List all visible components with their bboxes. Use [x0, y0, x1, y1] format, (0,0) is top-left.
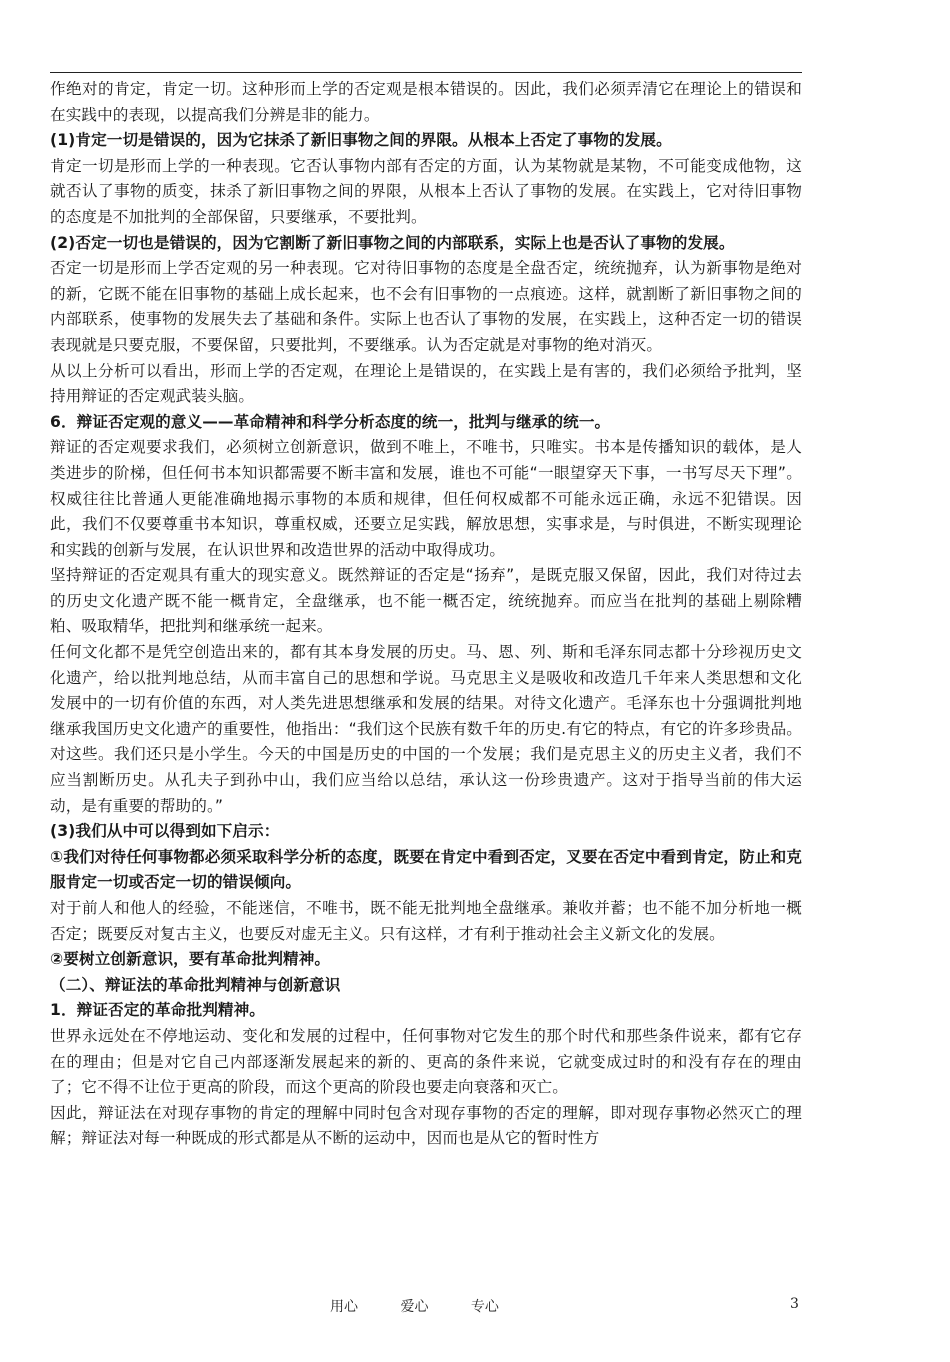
footer-motto-word: 爱心 [400, 1299, 429, 1315]
section-heading: (1)肯定一切是错误的，因为它抹杀了新旧事物之间的界限。从根本上否定了事物的发展。 [50, 131, 672, 150]
section-heading: ①我们对待任何事物都必须采取科学分析的态度，既要在肯定中看到否定，叉要在否定中看到肯定，防止和克服肯定一切或否定一切的错误倾向。 [50, 847, 802, 892]
paragraph: 世界永远处在不停地运动、变化和发展的过程中，任何事物对它发生的那个时代和那些条件说来，都有它存在的理由；但是对它自己内部逐渐发展起来的新的、更高的条件来说，它就变成过时的和没有存在的理由了；它不得不让位于更高的阶段，而这个更高的阶段也要走向衰落和灭亡。 [50, 1026, 802, 1097]
paragraph: 任何文化都不是凭空创造出来的，都有其本身发展的历史。马、恩、列、斯和毛泽东同志都十分珍视历史文化遗产，给以批判地总结，从而丰富自己的思想和学说。马克思主义是吸收和改造几千年来人类思想和文化发展中的一切有价值的东西，对人类先进思想继承和发展的结果。对待文化遗产。毛泽东也十分强调批判地继承我国历史文化遗产的重要性，他指出：“我们这个民族有数千年的历史.有它的特点，有它的许多珍贵品。对这些。我们还只是小学生。今天的中国是历史的中国的一个发展；我们是克思主义的历史主义者，我们不应当割断历史。从孔夫子到孙中山，我们应当给以总结，承认这一份珍贵遗产。这对于指导当前的伟大运动，是有重要的帮助的。” [50, 643, 802, 815]
section-heading: 1．辩证否定的革命批判精神。 [50, 1001, 265, 1020]
paragraph: 对于前人和他人的经验，不能迷信，不唯书，既不能无批判地全盘继承。兼收并蓄；也不能不加分析地一概否定；既要反对复古主义，也要反对虚无主义。只有这样，才有利于推动社会主义新文化的发展。 [50, 899, 802, 943]
paragraph: 否定一切是形而上学否定观的另一种表现。它对待旧事物的态度是全盘否定，统统抛弃，认为新事物是绝对的新，它既不能在旧事物的基础上成长起来，也不会有旧事物的一点痕迹。这样，就割断了新旧事物之间的内部联系，使事物的发展失去了基础和条件。实际上也否认了事物的发展，在实践上，这种否定一切的错误表现就是只要克服，不要保留，只要批判，不要继承。认为否定就是对事物的绝对消灭。 [50, 259, 802, 354]
paragraph: 坚持辩证的否定观具有重大的现实意义。既然辩证的否定是“扬弃”，是既克服又保留，因此，我们对待过去的历史文化遗产既不能一概肯定，全盘继承，也不能一概否定，统统抛弃。而应当在批判的基础上剔除糟粕、吸取精华，把批判和继承统一起来。 [50, 566, 802, 636]
footer-motto-word: 专心 [470, 1299, 499, 1315]
section-heading: (2)否定一切也是错误的，因为它割断了新旧事物之间的内部联系，实际上也是否认了事物的发展。 [50, 233, 735, 252]
paragraph: 辩证的否定观要求我们，必须树立创新意识，做到不唯上，不唯书，只唯实。书本是传播知识的载体，是人类进步的阶梯，但任何书本知识都需要不断丰富和发展，谁也不可能“一眼望穿天下事，一书写尽天下理”。权威往往比普通人更能准确地揭示事物的本质和规律，但任何权威都不可能永远正确，永远不犯错误。因此，我们不仅要尊重书本知识，尊重权威，还要立足实践，解放思想，实事求是，与时俱进，不断实现理论和实践的创新与发展，在认识世界和改造世界的活动中取得成功。 [50, 438, 802, 559]
section-heading: ②要树立创新意识，要有革命批判精神。 [50, 950, 331, 969]
paragraph: 作绝对的肯定，肯定一切。这种形而上学的否定观是根本错误的。因此，我们必须弄清它在理论上的错误和在实践中的表现，以提高我们分辨是非的能力。 [50, 80, 802, 124]
footer-motto [330, 1296, 537, 1316]
header-rule [50, 72, 802, 73]
footer-motto-word: 用心 [330, 1299, 358, 1315]
section-heading: 6．辩证否定观的意义——革命精神和科学分析态度的统一，批判与继承的统一。 [50, 412, 611, 431]
document-page [50, 72, 802, 1152]
paragraph: 因此，辩证法在对现存事物的肯定的理解中同时包含对现存事物的否定的理解，即对现存事物必然灭亡的理解；辩证法对每一种既成的形式都是从不断的运动中，因而也是从它的暂时性方 [50, 1103, 802, 1148]
section-heading: (3)我们从中可以得到如下启示： [50, 822, 280, 841]
paragraph: 肯定一切是形而上学的一种表现。它否认事物内部有否定的方面，认为某物就是某物，不可能变成他物，这就否认了事物的质变，抹杀了新旧事物之间的界限，从根本上否认了事物的发展。在实践上，它对待旧事物的态度是不加批判的全部保留，只要继承，不要批判。 [50, 156, 802, 226]
section-heading: （二）、辩证法的革命批判精神与创新意识 [50, 975, 341, 994]
paragraph: 从以上分析可以看出，形而上学的否定观，在理论上是错误的，在实践上是有害的，我们必须给予批判，坚持用辩证的否定观武装头脑。 [50, 361, 802, 406]
document-body [50, 77, 802, 1152]
page-number: 3 [790, 1296, 799, 1312]
